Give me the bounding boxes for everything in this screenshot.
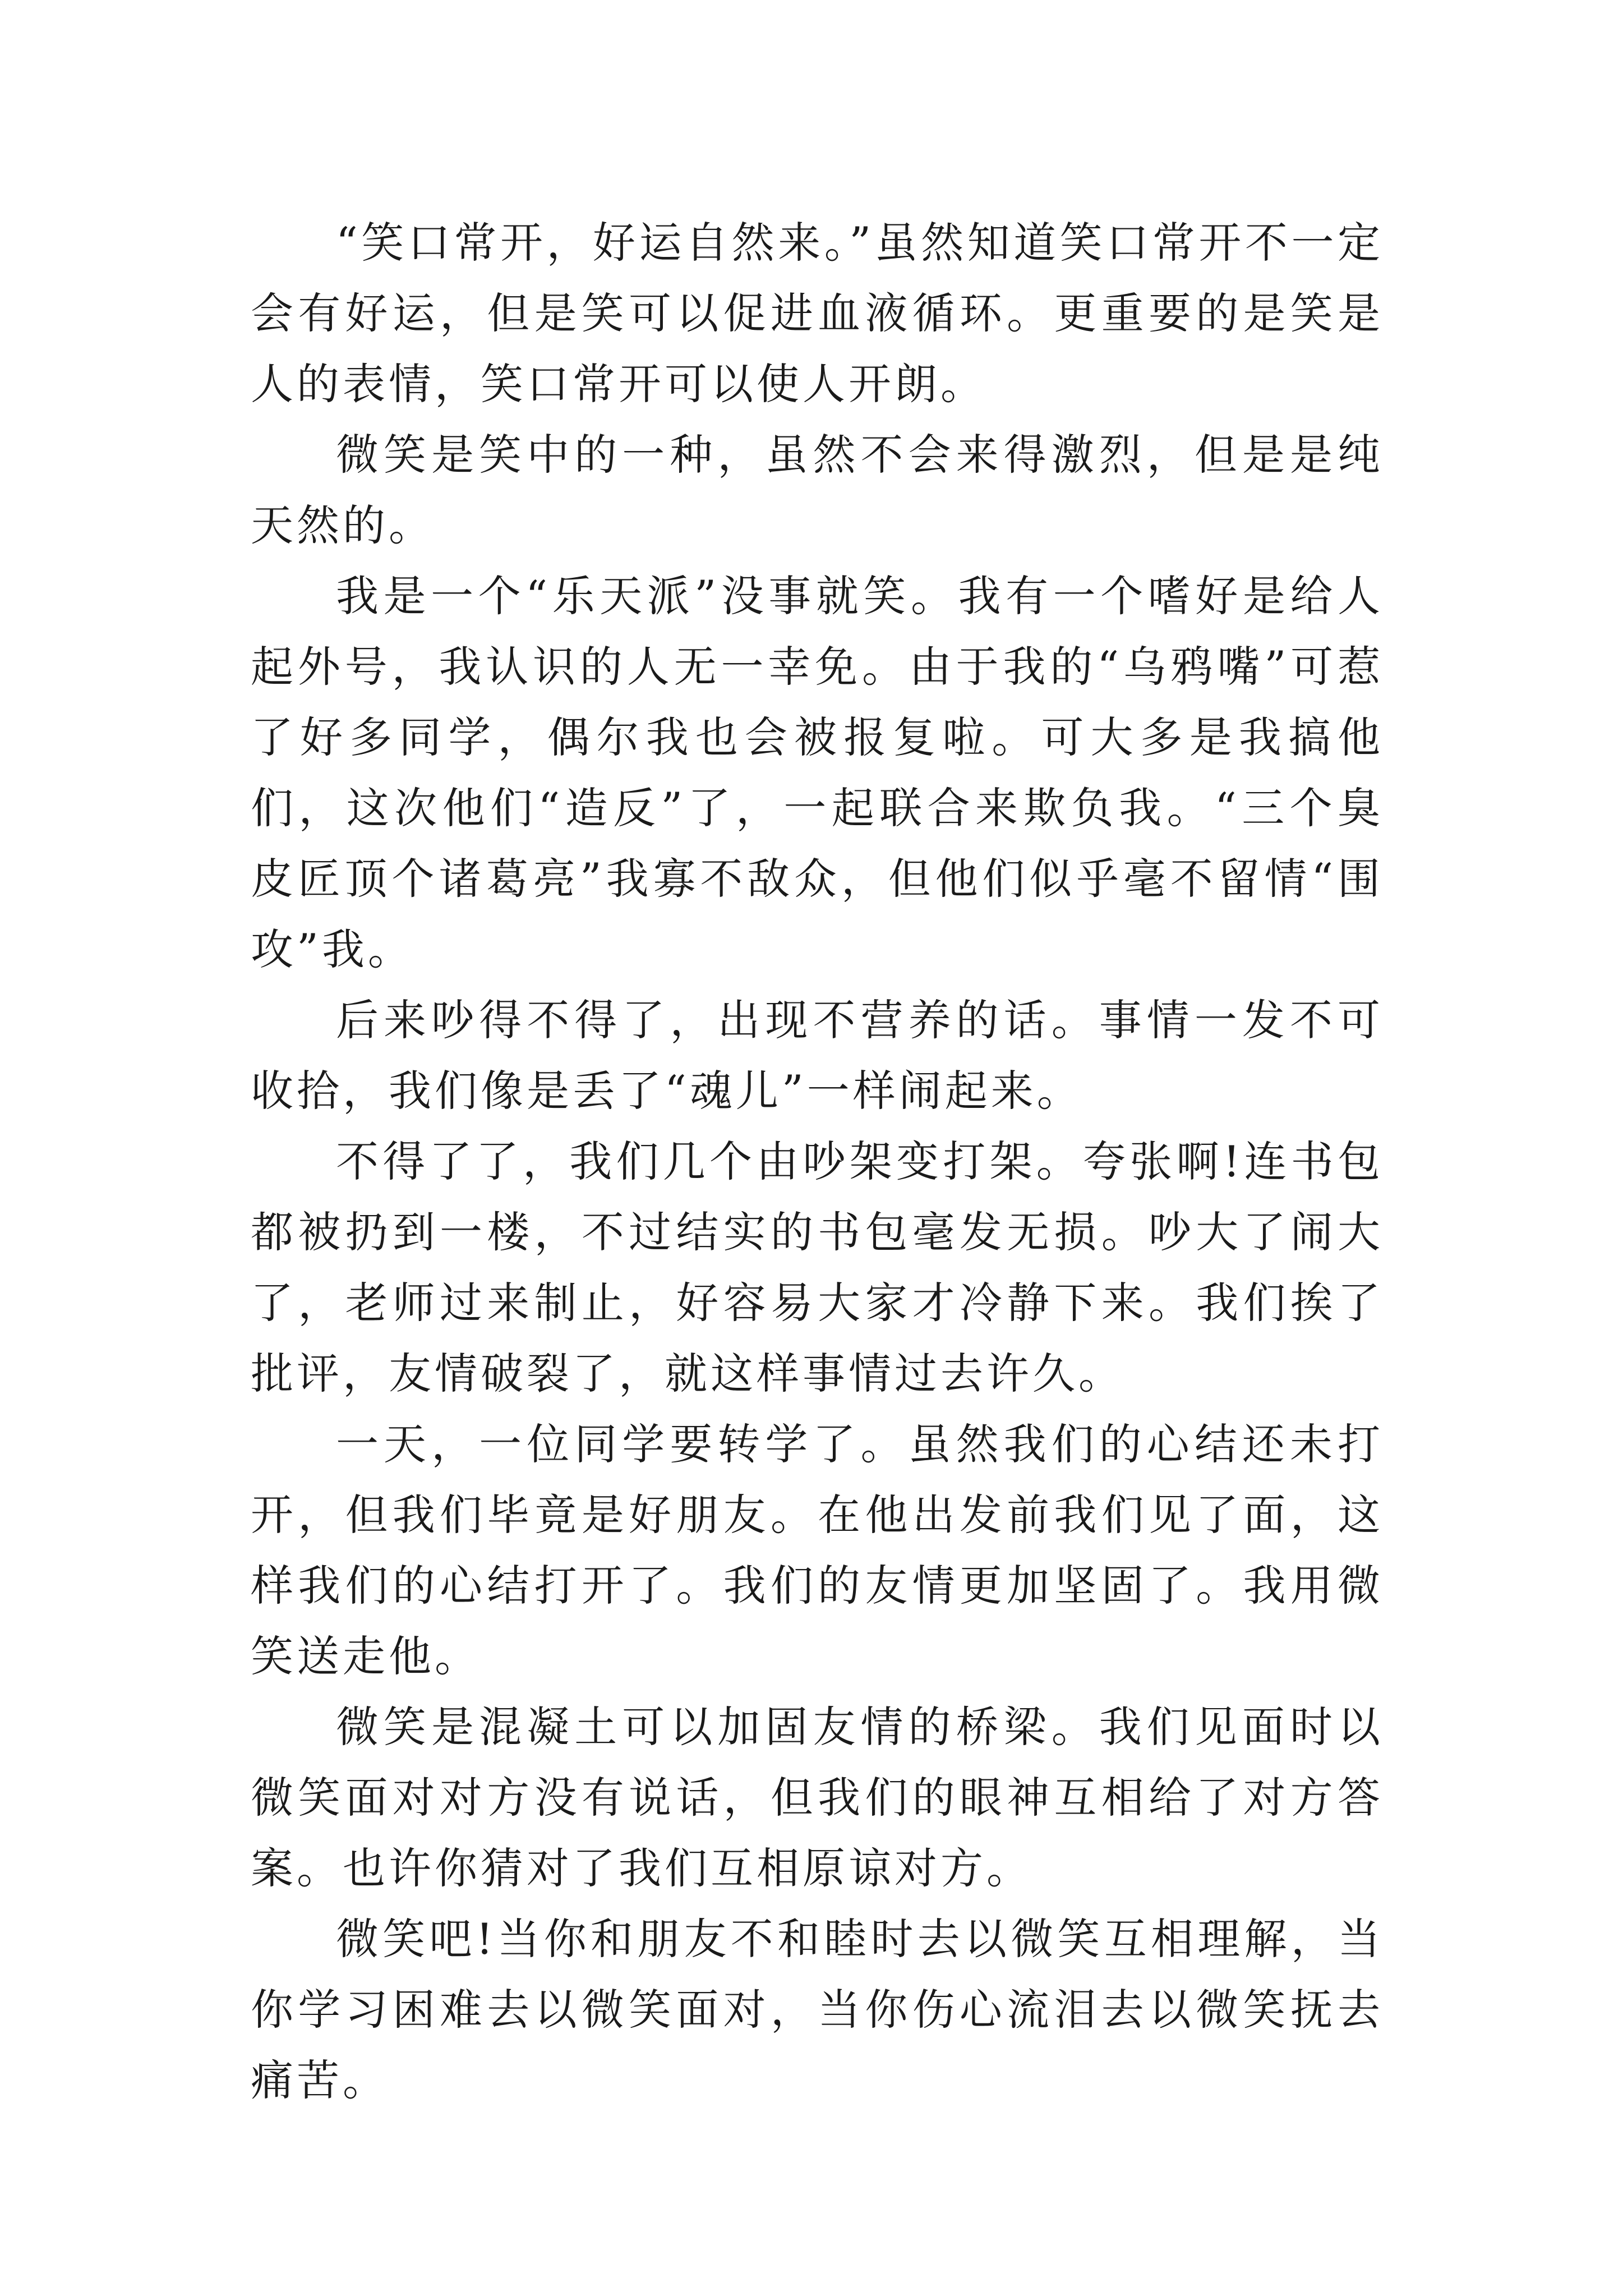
paragraph-2: 微笑是笑中的一种，虽然不会来得激烈，但是是纯天然的。 [251,430,1384,550]
paragraph-4: 后来吵得不得了，出现不营养的话。事情一发不可收拾，我们像是丢了“魂儿”一样闹起来。 [251,995,1384,1116]
paragraph-5: 不得了了，我们几个由吵架变打架。夸张啊!连书包都被扔到一楼，不过结实的书包毫发无损。吵大了闹大了，老师过来制止，好容易大家才冷静下来。我们挨了批评，友情破裂了，就这样事情过去许久。 [251,1137,1384,1398]
paragraph-8: 微笑吧!当你和朋友不和睦时去以微笑互相理解，当你学习困难去以微笑面对，当你伤心流泪去以微笑抚去痛苦。 [251,1914,1384,2105]
paragraph-3: 我是一个“乐天派”没事就笑。我有一个嗜好是给人起外号，我认识的人无一幸免。由于我的“乌鸦嘴”可惹了好多同学，偶尔我也会被报复啦。可大多是我搞他们，这次他们“造反”了，一起联合来欺负我。“三个臭皮匠顶个诸葛亮”我寡不敌众，但他们似乎毫不留情“围攻”我。 [251,571,1384,974]
paragraph-6: 一天，一位同学要转学了。虽然我们的心结还未打开，但我们毕竟是好朋友。在他出发前我们见了面，这样我们的心结打开了。我们的友情更加坚固了。我用微笑送走他。 [251,1419,1384,1681]
essay-body [251,208,1384,2116]
paragraph-1: “笑口常开，好运自然来。”虽然知道笑口常开不一定会有好运，但是笑可以促进血液循环。更重要的是笑是人的表情，笑口常开可以使人开朗。 [251,218,1384,409]
paragraph-7: 微笑是混凝土可以加固友情的桥梁。我们见面时以微笑面对对方没有说话，但我们的眼神互相给了对方答案。也许你猜对了我们互相原谅对方。 [251,1702,1384,1893]
